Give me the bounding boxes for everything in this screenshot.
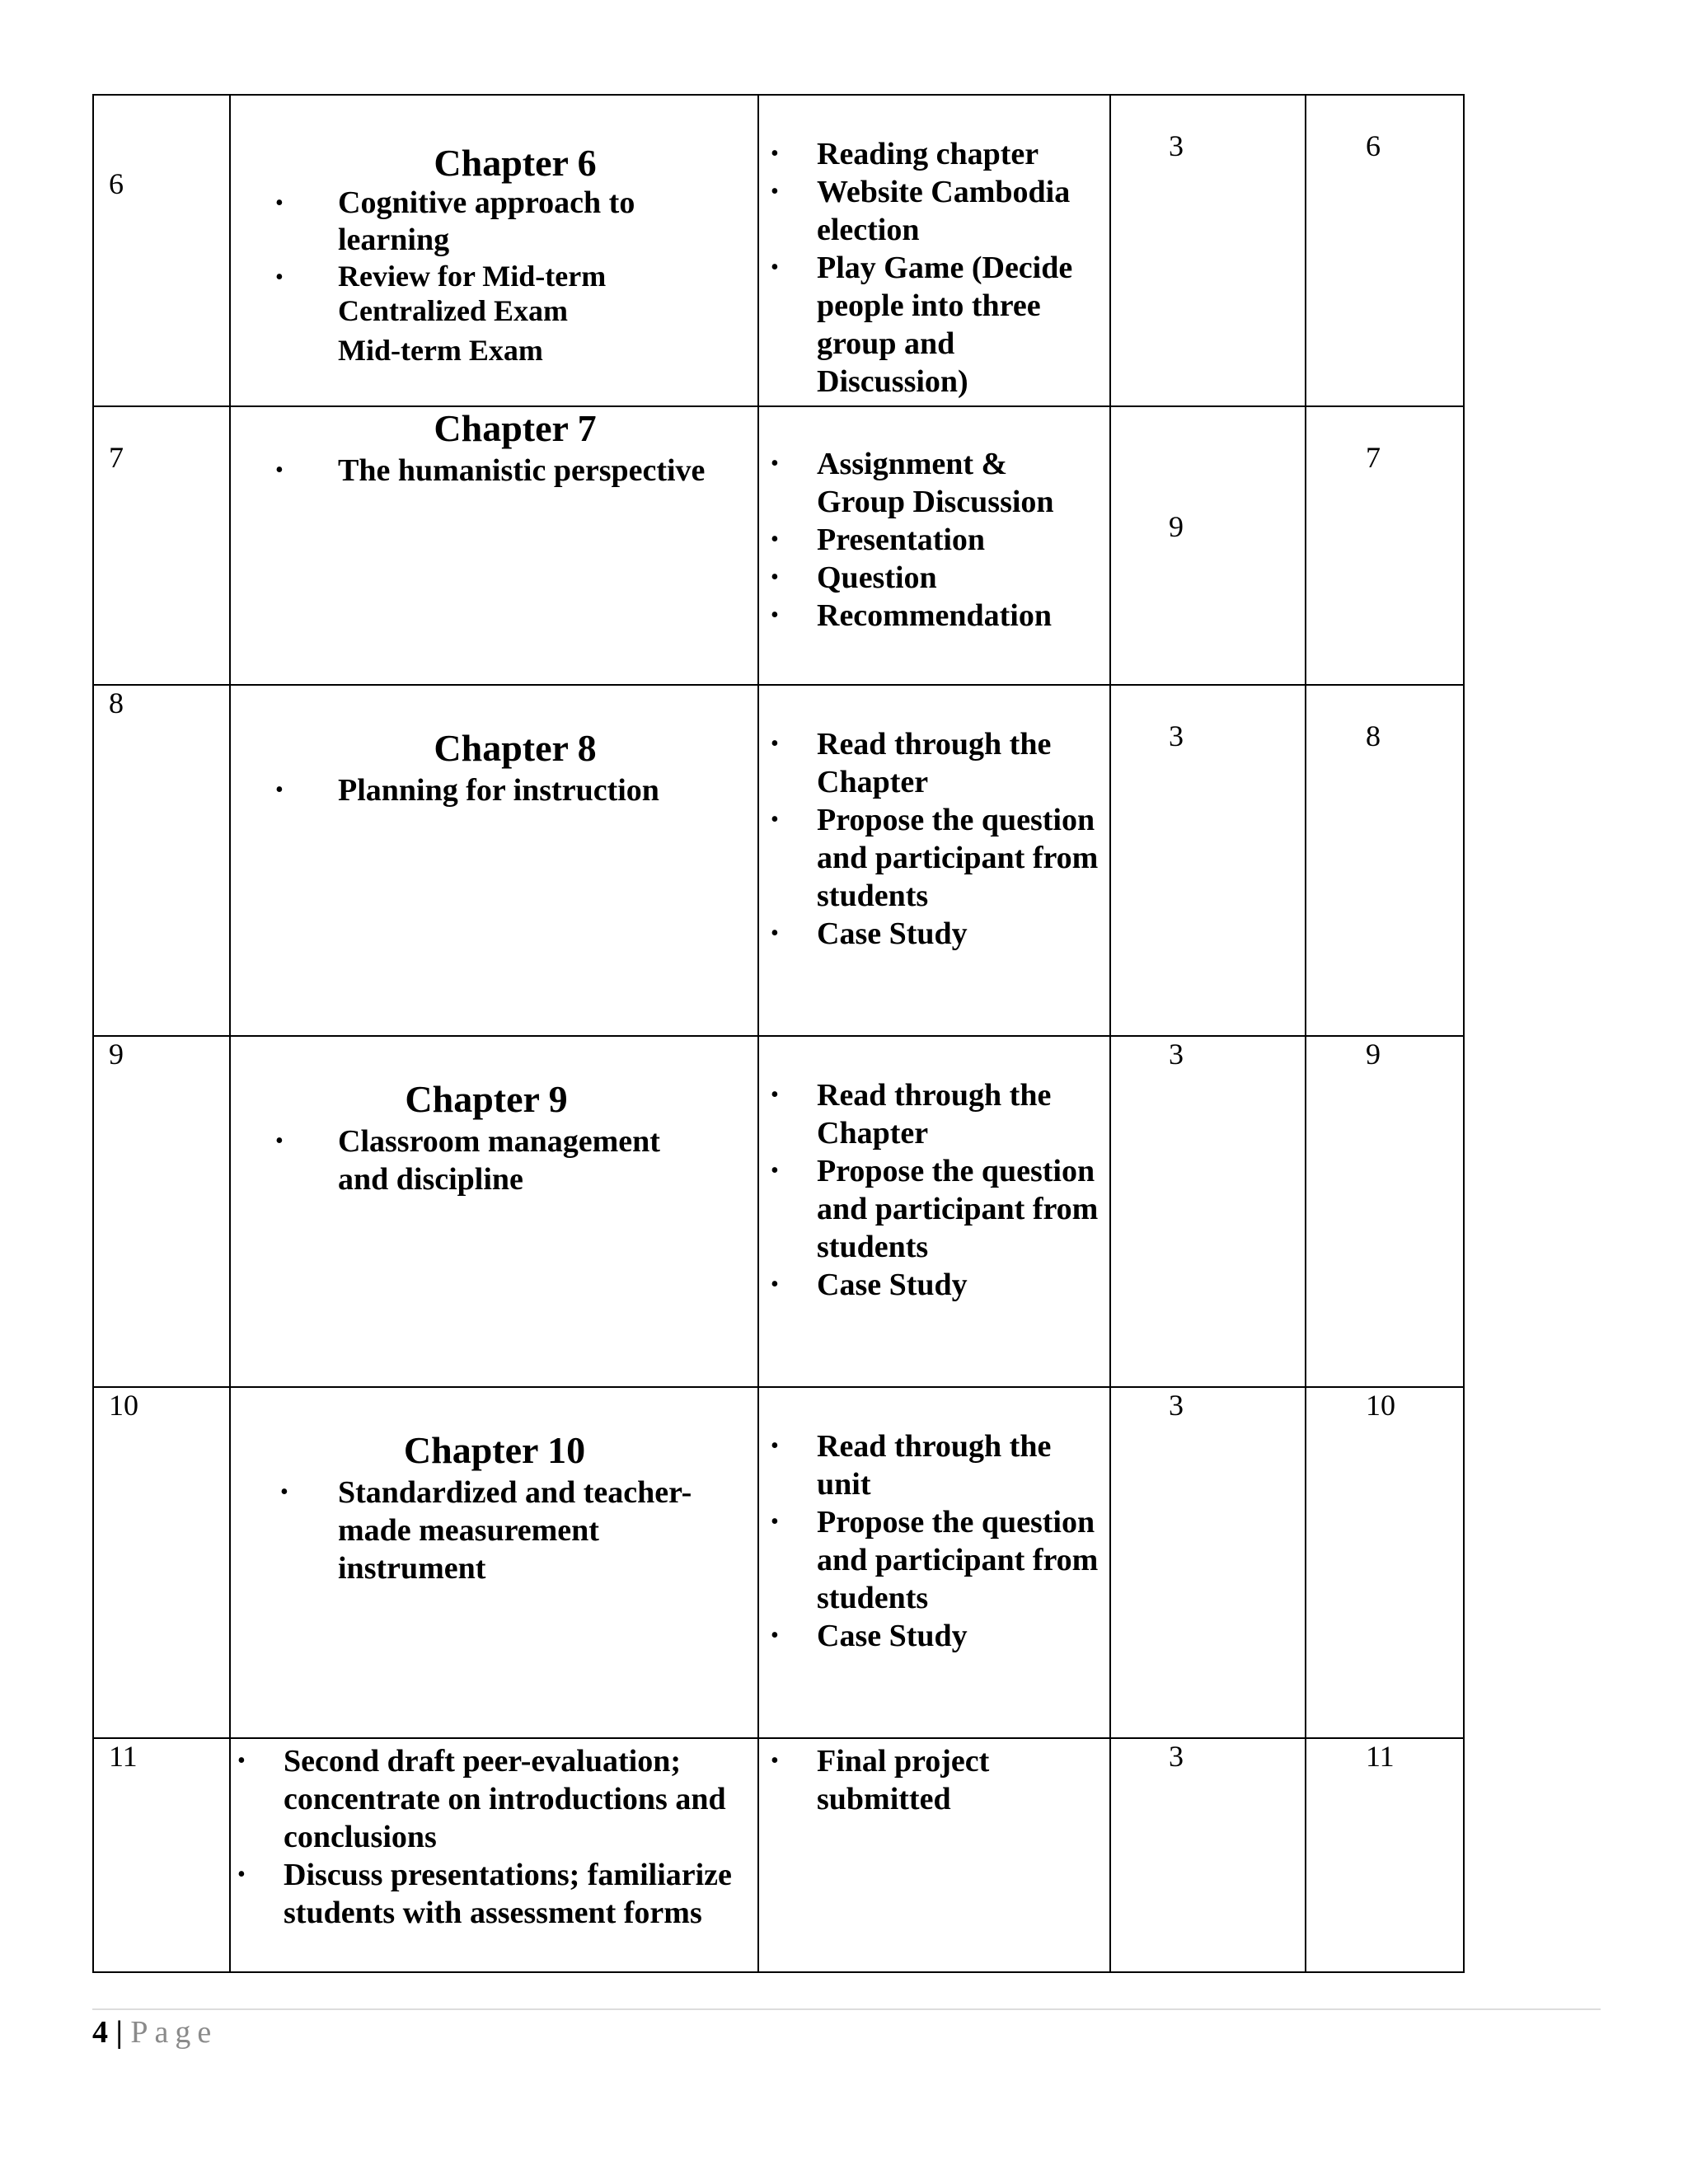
footer-divider [92,2008,1601,2010]
week-ref-value: 9 [1366,1038,1381,1071]
bullet-icon: • [275,1128,284,1154]
list-item: • Final project submitted [771,1744,990,1816]
activities-cell [758,95,1110,406]
topic-list [275,185,717,328]
activity-list [771,1427,1101,1655]
topic-cell [230,95,758,406]
page-footer [92,2013,218,2051]
week-cell [93,1036,230,1387]
bullet-icon: • [771,602,779,628]
list-item: • Play Game (Decide people into three group and Discussion) [771,251,1073,399]
topic-cell [230,1036,758,1387]
bullet-icon: • [275,190,284,216]
table-row [93,1738,1464,1972]
list-item: • Website Cambodia election [771,175,1071,247]
list-item: • Case Study [771,1268,968,1302]
activities-cell [758,406,1110,685]
bullet-icon: • [771,1158,779,1183]
table-row [93,1036,1464,1387]
activities-cell [758,685,1110,1036]
hours-value: 9 [1169,510,1184,543]
hours-cell [1110,95,1306,406]
week-ref-value: 7 [1366,441,1381,474]
hours-cell [1110,406,1306,685]
chapter-title: Chapter 9 [405,1078,568,1120]
week-ref-value: 8 [1366,719,1381,752]
activity-list [771,1076,1101,1304]
topic-cell [230,1738,758,1972]
page-label: Page [130,2015,218,2050]
week-cell [93,1738,230,1972]
hours-value: 3 [1169,1038,1184,1071]
bullet-icon: • [275,457,284,483]
week-ref-cell [1306,685,1464,1036]
activities-cell [758,1387,1110,1738]
hours-value: 3 [1169,1740,1184,1773]
chapter-title: Chapter 7 [434,407,597,449]
topic-list [275,452,750,490]
bullet-icon: • [771,731,779,757]
hours-cell [1110,1387,1306,1738]
topic-cell [230,685,758,1036]
list-item: • Presentation [771,523,986,557]
table-row [93,1387,1464,1738]
hours-value: 3 [1169,1389,1184,1422]
list-item: • Propose the question and participant from students [771,1505,1099,1615]
list-item: • Classroom management and discipline [275,1124,660,1197]
bullet-icon: • [771,179,779,204]
activities-cell [758,1738,1110,1972]
list-item: • Standardized and teacher-made measurement instrument [280,1475,692,1586]
week-number: 9 [109,1038,124,1071]
bullet-icon: • [275,777,284,803]
chapter-title: Chapter 10 [403,1429,586,1471]
week-ref-cell [1306,95,1464,406]
bullet-icon: • [771,1433,779,1459]
bullet-icon: • [771,921,779,946]
chapter-title: Chapter 8 [434,727,597,769]
list-item: • Reading chapter [771,137,1039,171]
week-number: 6 [109,167,124,200]
list-item: • Question [771,560,937,595]
week-ref-cell [1306,1738,1464,1972]
week-cell [93,1387,230,1738]
bullet-icon: • [771,451,779,476]
bullet-icon: • [771,565,779,590]
bullet-icon: • [771,1082,779,1108]
activities-cell [758,1036,1110,1387]
week-ref-cell [1306,1387,1464,1738]
bullet-icon: • [771,807,779,832]
course-schedule-table [92,94,1465,1973]
activity-list [771,1742,1101,1818]
list-item: • Read through the Chapter [771,1078,1052,1151]
week-cell [93,685,230,1036]
bullet-icon: • [771,1623,779,1648]
topic-list [237,1742,753,1932]
list-item: • Propose the question and participant from students [771,1154,1099,1264]
chapter-title: Chapter 6 [434,142,597,184]
list-item: • Review for Mid-term Centralized Exam [275,260,607,327]
week-cell [93,95,230,406]
week-cell [93,406,230,685]
week-ref-value: 10 [1366,1389,1395,1422]
bullet-icon: • [771,1509,779,1535]
hours-cell [1110,1036,1306,1387]
topic-cell [230,406,758,685]
activity-list [771,445,1101,635]
list-item: • Recommendation [771,598,1052,633]
hours-value: 3 [1169,129,1184,162]
week-number: 7 [109,441,124,474]
table-row [93,685,1464,1036]
footer-separator: | [115,2015,123,2050]
week-ref-cell [1306,406,1464,685]
table-row [93,406,1464,685]
list-item: • Cognitive approach to learning [275,185,635,257]
list-item: • Planning for instruction [275,773,659,808]
week-number: 8 [109,687,124,719]
topic-list [280,1474,725,1587]
hours-cell [1110,685,1306,1036]
list-item: • The humanistic perspective [275,453,706,488]
bullet-icon: • [771,255,779,280]
week-ref-cell [1306,1036,1464,1387]
bullet-icon: • [771,1272,779,1297]
topic-cell [230,1387,758,1738]
topic-list [275,1122,717,1198]
bullet-icon: • [771,1748,779,1774]
list-item: • Assignment & Group Discussion [771,447,1054,519]
hours-value: 3 [1169,719,1184,752]
table-row [93,95,1464,406]
week-number: 11 [109,1740,138,1773]
list-item: • Second draft peer-evaluation; concentrate on introductions and conclusions [237,1744,726,1854]
topic-list [275,771,750,809]
bullet-icon: • [280,1479,288,1505]
bullet-icon: • [237,1862,246,1887]
bullet-icon: • [275,265,284,290]
activity-list [771,135,1101,401]
list-item: • Read through the Chapter [771,727,1052,799]
list-item: • Propose the question and participant from students [771,803,1099,913]
list-item: • Case Study [771,1619,968,1653]
bullet-icon: • [237,1748,246,1774]
bullet-icon: • [771,141,779,166]
list-item: • Discuss presentations; familiarize students with assessment forms [237,1858,732,1930]
activity-list [771,725,1101,953]
list-item: • Case Study [771,916,968,951]
week-number: 10 [109,1389,138,1422]
hours-cell [1110,1738,1306,1972]
week-ref-value: 6 [1366,129,1381,162]
week-ref-value: 11 [1366,1740,1395,1773]
list-item: • Read through the unit [771,1429,1052,1502]
bullet-icon: • [771,527,779,552]
page-number: 4 [92,2015,108,2050]
topic-extra-line: Mid-term Exam [338,334,543,367]
